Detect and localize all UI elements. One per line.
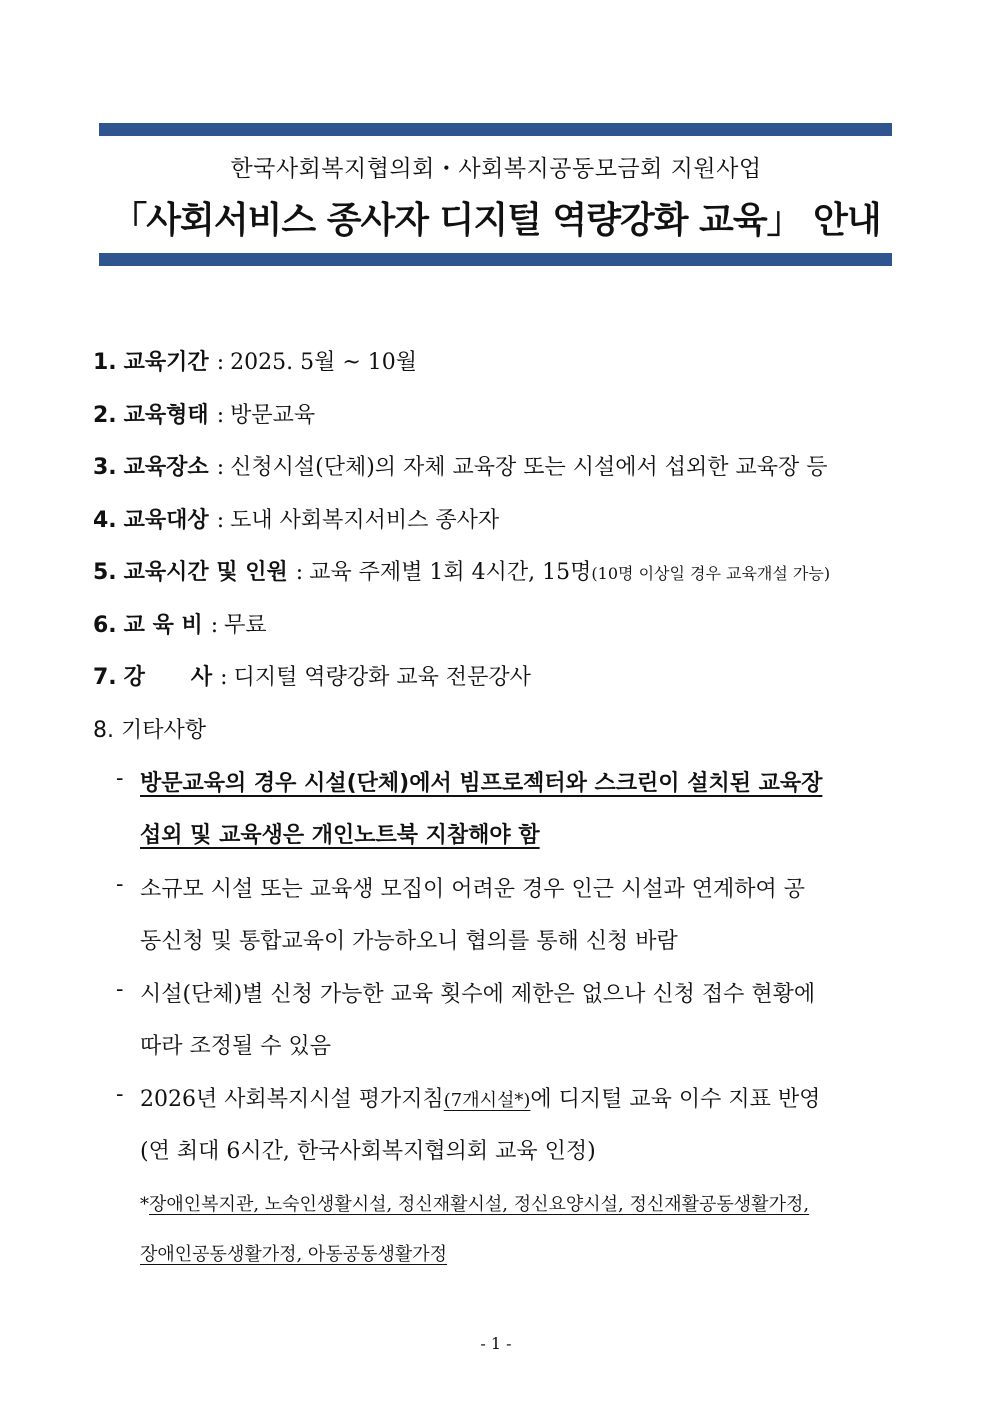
- footnote-line-1: *장애인복지관, 노숙인생활시설, 정신재활시설, 정신요양시설, 정신재활공동생활가정,: [140, 1194, 810, 1215]
- item-time-capacity: 5. 교육시간 및 인원 : 교육 주제별 1회 4시간, 15명(10명 이상일 경우 교육개설 가능): [93, 560, 831, 585]
- item-label: 교육기간: [123, 350, 209, 375]
- item-target: 4. 교육대상 : 도내 사회복지서비스 종사자: [93, 508, 500, 533]
- item-label: 강 사: [123, 665, 213, 690]
- item-label: 교육형태: [123, 403, 209, 428]
- item-value: 신청시설(단체)의 자체 교육장 또는 시설에서 섭외한 교육장 등: [230, 455, 828, 480]
- document-subtitle: 한국사회복지협의회・사회복지공동모금회 지원사업: [230, 156, 762, 182]
- item-value: 방문교육: [230, 403, 316, 428]
- item-label: 교육장소: [123, 455, 209, 480]
- item-value: 무료: [224, 613, 267, 638]
- item-fee: 6. 교 육 비 : 무료: [93, 613, 267, 638]
- note-dash: -: [116, 977, 124, 1002]
- item-value: 도내 사회복지서비스 종사자: [230, 508, 500, 533]
- note-1-line-1: 방문교육의 경우 시설(단체)에서 빔프로젝터와 스크린이 설치된 교육장: [140, 771, 823, 796]
- item-period: 1. 교육기간 : 2025. 5월 ~ 10월: [93, 350, 417, 375]
- header-top-bar: [99, 123, 892, 136]
- item-value: 2025. 5월 ~ 10월: [230, 350, 417, 375]
- page-number: - 1 -: [480, 1334, 512, 1353]
- note-2-line-1: 소규모 시설 또는 교육생 모집이 어려운 경우 인근 시설과 연계하여 공: [140, 877, 805, 902]
- document-title: 「사회서비스 종사자 디지털 역량강화 교육」 안내: [111, 200, 881, 241]
- item-value: 디지털 역량강화 교육 전문강사: [233, 665, 531, 690]
- item-location: 3. 교육장소 : 신청시설(단체)의 자체 교육장 또는 시설에서 섭외한 교육장 등: [93, 455, 828, 480]
- note-3-line-1: 시설(단체)별 신청 가능한 교육 횟수에 제한은 없으나 신청 접수 현황에: [140, 982, 816, 1007]
- note-dash: -: [116, 766, 124, 791]
- item-format: 2. 교육형태 : 방문교육: [93, 403, 316, 428]
- item-label: 교육대상: [123, 508, 209, 533]
- item-label: 기타사항: [121, 718, 207, 743]
- item-other: 8. 기타사항: [93, 718, 207, 743]
- note-3-line-2: 따라 조정될 수 있음: [140, 1034, 331, 1059]
- note-2-line-2: 동신청 및 통합교육이 가능하오니 협의를 통해 신청 바람: [140, 929, 678, 954]
- footnote-line-2: 장애인공동생활가정, 아동공동생활가정: [140, 1244, 448, 1265]
- item-value: 교육 주제별 1회 4시간, 15명: [309, 560, 592, 585]
- note-1-line-2: 섭외 및 교육생은 개인노트북 지참해야 함: [140, 823, 540, 848]
- note-4-line-1: 2026년 사회복지시설 평가지침(7개시설*)에 디지털 교육 이수 지표 반영: [140, 1087, 821, 1112]
- item-label: 교육시간 및 인원: [123, 560, 288, 585]
- header-bottom-bar: [99, 253, 892, 266]
- note-dash: -: [116, 1082, 124, 1107]
- item-label: 교 육 비: [123, 613, 203, 638]
- note-dash: -: [116, 872, 124, 897]
- note-4-line-2: (연 최대 6시간, 한국사회복지협의회 교육 인정): [140, 1139, 596, 1164]
- item-value-note: (10명 이상일 경우 교육개설 가능): [591, 564, 831, 583]
- item-instructor: 7. 강 사 : 디지털 역량강화 교육 전문강사: [93, 665, 531, 690]
